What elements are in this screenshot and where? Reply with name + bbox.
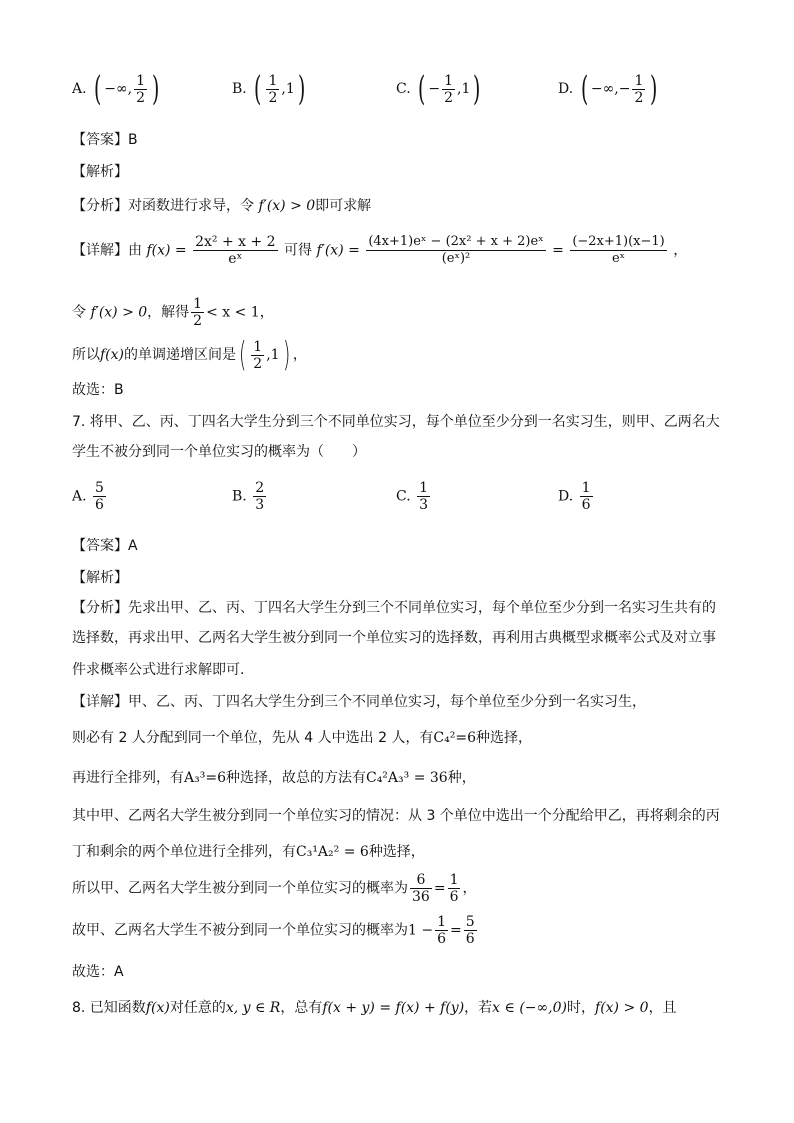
q7-xiangjie-7: 故甲、乙两名大学生不被分到同一个单位实习的概率为1 − $\frac{1}{6}$ = $\frac{5}{6}$	[72, 914, 475, 947]
q7-option-c: C. $\frac{1}{3}$	[396, 480, 429, 513]
q6-xiangjie: 【详解】由 f(x) = $\frac{\text{2x² + x + 2}}{\text{eˣ}}$ 可得 f′(x) = $\frac{\text{(4x+1)eˣ − (2x² + x + 2)eˣ}}{\text{(eˣ)²}}$ = $\frac{(-2x+1)(x-1)}{\text{eˣ}}$ ，	[72, 234, 688, 267]
q6-option-a: A. ( −∞, $\frac{1}{2}$ )	[72, 69, 160, 109]
q7-stem-1: 7. 将甲、乙、丙、丁四名大学生分到三个不同单位实习，每个单位至少分到一名实习生，则甲、乙两名大	[72, 414, 720, 430]
q7-xiangjie-2: 则必有 2 人分配到同一个单位，先从 4 人中选出 2 人，有C₄²=6种选择，	[72, 730, 532, 746]
q7-fenxi-2: 选择数，再求出甲、乙两名大学生被分到同一个单位实习的选择数，再利用古典概型求概率公式及对立事	[72, 630, 716, 646]
q6-ling: 令 f′(x) > 0，解得 $\frac{1}{2}$ < x < 1，	[72, 296, 274, 329]
q7-xiangjie-1: 【详解】甲、乙、丙、丁四名大学生分到三个不同单位实习，每个单位至少分到一名实习生，	[72, 694, 646, 710]
q7-guxuan: 故选：A	[72, 964, 124, 980]
q6-option-b: B. ( $\frac{1}{2}$ ,1)	[232, 69, 306, 109]
q7-xiangjie-6: 所以甲、乙两名大学生被分到同一个单位实习的概率为 $\frac{6}{36}$ = $\frac{1}{6}$ ，	[72, 872, 477, 905]
q7-xiangjie-5: 丁和剩余的两个单位进行全排列，有C₃¹A₂² = 6种选择，	[72, 844, 425, 860]
q7-option-a: A. $\frac{5}{6}$	[72, 480, 104, 513]
q6-option-c: C. ( − $\frac{1}{2}$ ,1)	[396, 69, 481, 109]
q7-option-d: D. $\frac{1}{6}$	[558, 480, 591, 513]
q7-xiangjie-4: 其中甲、乙两名大学生被分到同一个单位实习的情况：从 3 个单位中选出一个分配给甲乙，再将剩余的丙	[72, 808, 720, 824]
q7-fenxi-1: 【分析】先求出甲、乙、丙、丁四名大学生分到三个不同单位实习，每个单位至少分到一名实习生共有的	[72, 600, 716, 616]
q6-jiexi: 【解析】	[72, 164, 128, 180]
q7-fenxi-3: 件求概率公式进行求解即可.	[72, 662, 245, 678]
q7-stem-2: 学生不被分到同一个单位实习的概率为（ ）	[72, 444, 366, 460]
q7-answer: 【答案】A	[72, 538, 138, 554]
q7-jiexi: 【解析】	[72, 570, 128, 586]
q6-guxuan: 故选：B	[72, 382, 124, 398]
q8-stem: 8. 已知函数f(x)对任意的x, y ∈ R，总有f(x + y) = f(x) + f(y)，若x ∈ (−∞,0)时，f(x) > 0，且	[72, 1000, 677, 1016]
q6-fenxi: 【分析】对函数进行求导，令 f′(x) > 0即可求解	[72, 198, 372, 214]
q6-option-d: D. ( −∞,− $\frac{1}{2}$ )	[558, 69, 658, 109]
q7-xiangjie-3: 再进行全排列，有A₃³=6种选择，故总的方法有C₄²A₃³ = 36种，	[72, 770, 476, 786]
q6-suoyi: 所以f(x)的单调递增区间是( $\frac{1}{2}$ ,1) ，	[72, 335, 307, 375]
q6-answer: 【答案】B	[72, 132, 138, 148]
q7-option-b: B. $\frac{2}{3}$	[232, 480, 265, 513]
